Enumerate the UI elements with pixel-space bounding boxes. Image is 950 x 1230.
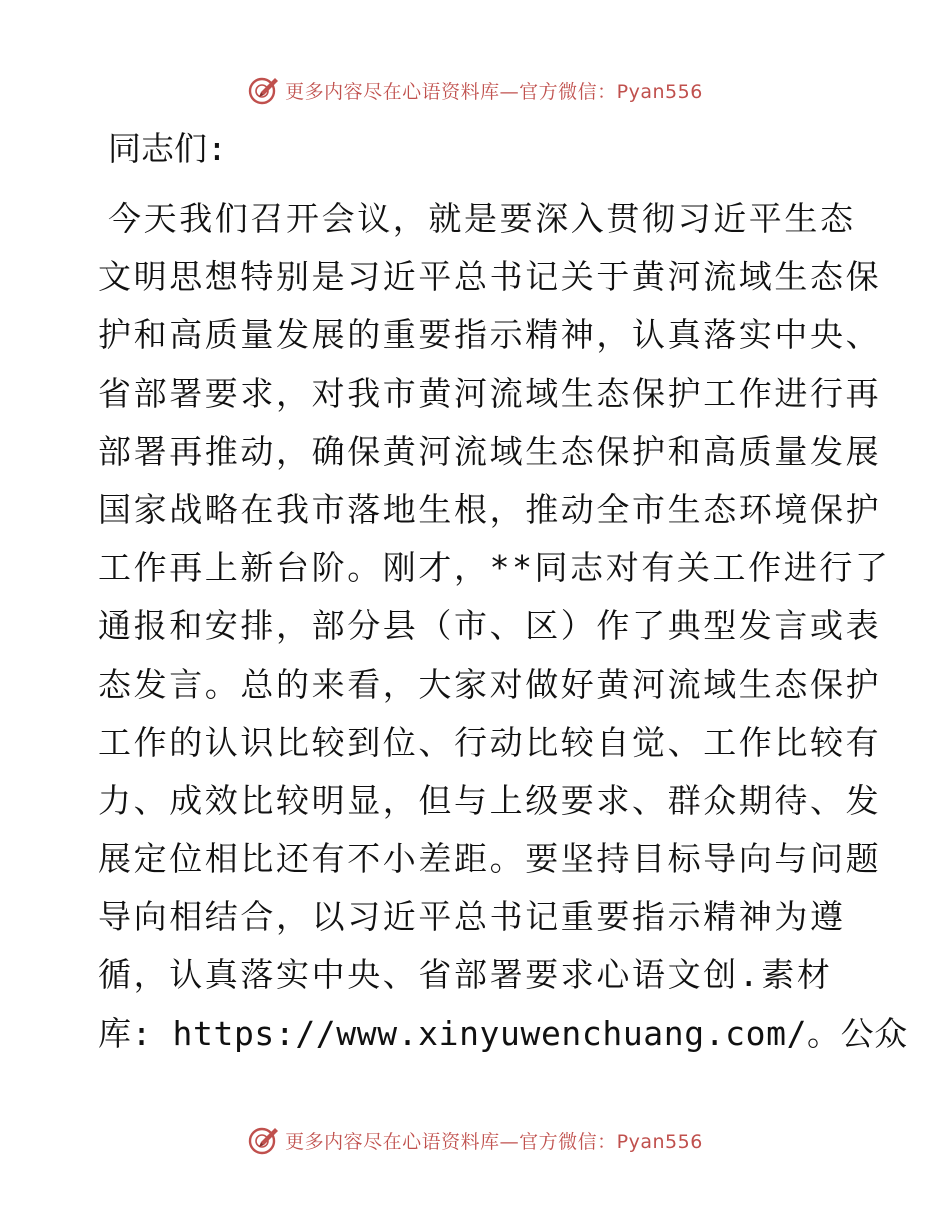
paragraph-line: 部署再推动，确保黄河流域生态保护和高质量发展: [98, 431, 882, 471]
paragraph: [98, 190, 908, 1063]
paragraph-line: 通报和安排，部分县（市、区）作了典型发言或表: [98, 606, 882, 646]
paragraph-line: 国家战略在我市落地生根，推动全市生态环境保护: [98, 489, 882, 529]
document-body: [98, 122, 908, 1063]
wechat-id: Pyan556: [616, 1130, 703, 1153]
banner-text: 更多内容尽在心语资料库—官方微信：Pyan556: [285, 1130, 703, 1153]
paragraph-line: 工作再上新台阶。刚才，**同志对有关工作进行了: [98, 548, 891, 588]
pen-nib-logo-icon: [247, 73, 281, 107]
paragraph-line: 展定位相比还有不小差距。要坚持目标导向与问题: [98, 839, 882, 879]
banner-text: 更多内容尽在心语资料库—官方微信：Pyan556: [285, 80, 703, 103]
paragraph-line: 循，认真落实中央、省部署要求心语文创.素材: [98, 955, 833, 995]
header-banner: [0, 70, 950, 110]
paragraph-line: 今天我们召开会议，就是要深入贯彻习近平生态: [108, 199, 856, 238]
paragraph-line: 导向相结合，以习近平总书记重要指示精神为遵: [98, 897, 846, 937]
paragraph-line: 文明思想特别是习近平总书记关于黄河流域生态保: [98, 257, 882, 297]
footer-banner: [0, 1120, 950, 1160]
paragraph-line: 力、成效比较明显，但与上级要求、群众期待、发: [98, 780, 882, 820]
paragraph-line: 态发言。总的来看，大家对做好黄河流域生态保护: [98, 664, 882, 704]
paragraph-line: 工作的认识比较到位、行动比较自觉、工作比较有: [98, 722, 882, 762]
paragraph-line: 护和高质量发展的重要指示精神，认真落实中央、: [98, 315, 882, 355]
salutation: 同志们:: [108, 129, 227, 168]
wechat-id: Pyan556: [616, 80, 703, 103]
paragraph-line-with-link: 库: https://www.xinyuwenchuang.com/。公众: [98, 1013, 908, 1053]
pen-nib-logo-icon: [247, 1123, 281, 1157]
paragraph-line: 省部署要求，对我市黄河流域生态保护工作进行再: [98, 373, 882, 413]
